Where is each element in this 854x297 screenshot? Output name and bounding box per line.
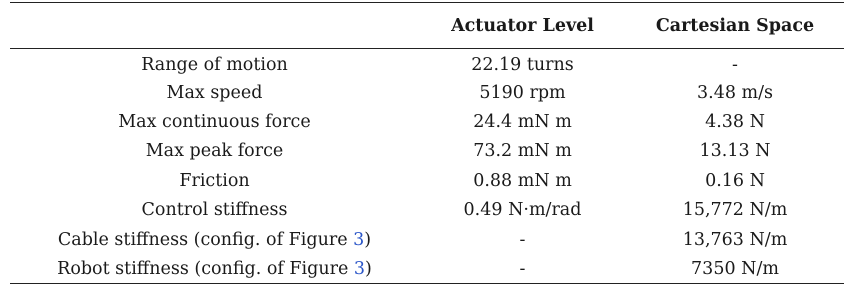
row-label: Friction	[179, 170, 250, 191]
cartesian-value: 4.38 N	[705, 111, 765, 132]
header-actuator-level: Actuator Level	[419, 3, 626, 49]
figure-reference-link[interactable]: 3	[353, 229, 365, 250]
cartesian-value: 7350 N/m	[626, 254, 844, 283]
cartesian-value: 13,763 N/m	[682, 229, 788, 250]
header-cartesian-space: Cartesian Space	[626, 3, 844, 49]
figure-reference-link[interactable]: 3	[353, 258, 366, 279]
row-label-text: Robot stiffness (config. of Figure	[57, 258, 354, 279]
row-label-text: Cable stiffness (config. of Figure	[57, 229, 354, 250]
actuator-value: -	[419, 254, 626, 283]
actuator-value: 24.4 mN m	[473, 111, 572, 132]
row-label: Max speed	[166, 82, 263, 103]
actuator-value: 0.49 N·m/rad	[463, 200, 582, 221]
table-row	[10, 225, 844, 254]
table-row	[10, 254, 844, 283]
table-row	[10, 195, 844, 224]
cartesian-value: 15,772 N/m	[682, 200, 788, 221]
row-label	[10, 254, 419, 283]
row-label	[10, 225, 419, 254]
actuator-value: 0.88 mN m	[473, 170, 572, 191]
table-header	[10, 3, 844, 49]
actuator-value: 22.19 turns	[471, 55, 574, 76]
cartesian-value: 3.48 m/s	[697, 82, 773, 103]
row-label: Range of motion	[141, 55, 288, 76]
table-row	[10, 166, 844, 195]
actuator-value: 5190 rpm	[479, 82, 566, 103]
cartesian-value: 0.16 N	[705, 170, 765, 191]
row-label: Control stiffness	[141, 200, 288, 221]
specifications-table	[10, 2, 844, 284]
row-label: Max continuous force	[118, 111, 311, 132]
table-row	[10, 137, 844, 166]
cartesian-value: -	[732, 55, 738, 76]
cartesian-value: 13.13 N	[699, 141, 771, 162]
actuator-value: -	[519, 229, 526, 250]
header-empty-cell	[10, 3, 419, 49]
actuator-value: 73.2 mN m	[473, 141, 572, 162]
table-row	[10, 78, 844, 107]
specifications-table-container	[10, 2, 844, 284]
row-label-suffix: )	[364, 229, 372, 250]
table-row	[10, 49, 844, 78]
row-label: Max peak force	[145, 141, 284, 162]
header-row	[10, 3, 844, 49]
table-body	[10, 49, 844, 284]
table-row	[10, 107, 844, 136]
row-label-suffix: )	[365, 258, 372, 279]
